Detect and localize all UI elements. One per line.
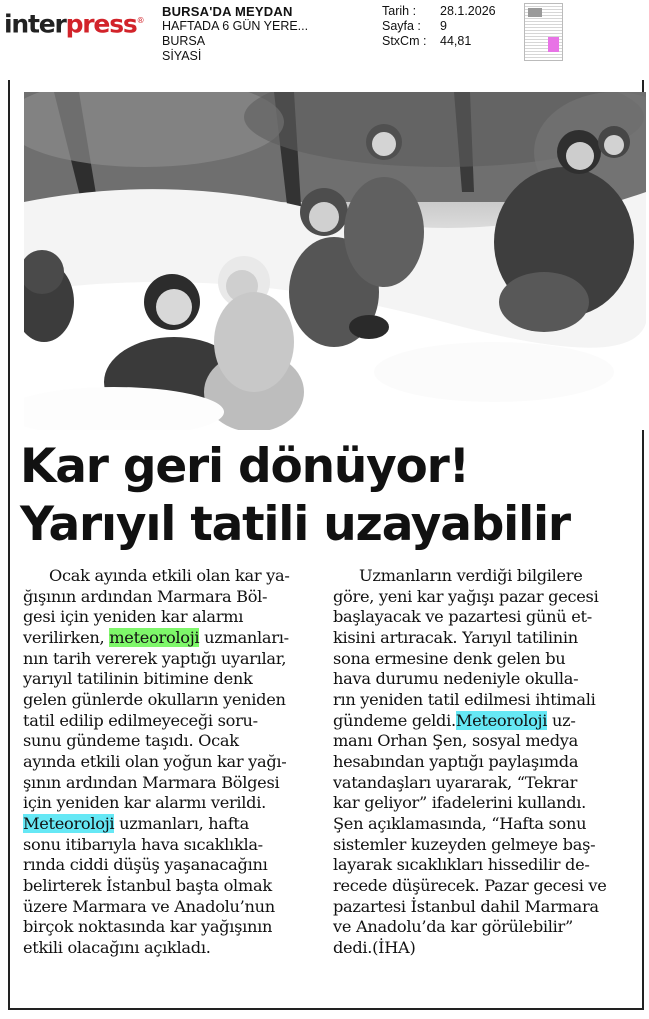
text-line: tatil edilip edilmeyeceği soru- — [23, 710, 258, 730]
publication-frequency: HAFTADA 6 GÜN YERE... — [162, 19, 309, 33]
text-line — [23, 628, 321, 649]
page-thumbnail[interactable] — [524, 3, 563, 61]
clipping-meta — [382, 4, 496, 49]
text-line: birçok noktasında kar yağışının — [23, 917, 273, 937]
text-line: gesi için yeniden kar alarmı — [23, 607, 244, 627]
logo-text-press: press — [65, 9, 137, 39]
thumbnail-highlight — [548, 37, 559, 52]
date-label: Tarih : — [382, 4, 417, 18]
logo-text-inter: inter — [4, 9, 66, 39]
text-line — [23, 814, 321, 835]
headline-line-2: Yarıyıl tatili uzayabilir — [20, 497, 570, 552]
highlighted-keyword: Meteoroloji — [455, 710, 548, 730]
publication-name: BURSA'DA MEYDAN — [162, 4, 293, 19]
page-value: 9 — [440, 19, 447, 33]
text-line: manı Orhan Şen, sosyal medya — [333, 731, 578, 751]
text-line: göre, yeni kar yağışı pazar gecesi — [333, 586, 599, 606]
text-line: Uzmanların verdiği bilgilere — [359, 566, 583, 585]
text-line: hesabından yaptığı paylaşımda — [333, 751, 579, 771]
text-line: layarak sıcaklıkları hissedilir de- — [333, 855, 590, 875]
text-fragment: gündeme geldi. — [333, 710, 456, 730]
text-line: Ocak ayında etkili olan kar ya- — [49, 566, 290, 585]
text-line: üzere Marmara ve Anadolu’nun — [23, 896, 275, 916]
thumbnail-photo — [528, 8, 542, 17]
publication-category: SİYASİ — [162, 49, 202, 63]
text-line: yarıyıl tatilinin bitimine denk — [23, 669, 253, 689]
text-line: belirterek İstanbul başta olmak — [23, 875, 272, 895]
text-line: şının ardından Marmara Bölgesi — [23, 772, 280, 792]
text-line: ve Anadolu’da kar görülebilir” — [333, 917, 573, 937]
highlighted-keyword: Meteoroloji — [23, 813, 115, 833]
text-line: sona ermesine denk gelen bu — [333, 648, 566, 668]
text-line: sunu gündeme taşıdı. Ocak — [23, 731, 239, 751]
text-line: hava durumu nedeniyle okulla- — [333, 669, 579, 689]
snow-scene-illustration — [24, 92, 646, 430]
size-value: 44,81 — [440, 34, 472, 48]
text-line: recede düşürecek. Pazar gecesi ve — [333, 875, 607, 895]
article-column-left — [23, 566, 321, 958]
text-line — [333, 711, 629, 732]
logo-registered-mark: ® — [136, 16, 144, 25]
publication-city: BURSA — [162, 34, 206, 48]
text-line: kar geliyor” ifadelerini kullandı. — [333, 793, 587, 813]
text-fragment: uzmanları- — [199, 627, 289, 647]
clipping-header — [0, 0, 649, 78]
text-line: vatandaşları uyararak, “Tekrar — [333, 772, 578, 792]
text-line: sistemler kuzeyden gelmeye baş- — [333, 834, 596, 854]
headline — [20, 438, 640, 554]
text-line: etkili olacağını açıkladı. — [23, 937, 211, 957]
text-line: gelen günlerde okulların yeniden — [23, 689, 286, 709]
size-label: StxCm : — [382, 34, 427, 48]
text-line: kisini artıracak. Yarıyıl tatilinin — [333, 627, 578, 647]
article-photo — [24, 92, 646, 430]
highlighted-keyword: meteoroloji — [109, 627, 200, 647]
text-fragment: uzmanları, hafta — [114, 813, 249, 833]
text-line: Şen açıklamasında, “Hafta sonu — [333, 813, 587, 833]
text-line: nın tarih vererek yaptığı uyarılar, — [23, 648, 287, 668]
publication-info — [162, 4, 308, 64]
date-value: 28.1.2026 — [440, 4, 496, 18]
text-line: dedi.(İHA) — [333, 937, 416, 957]
text-line: için yeniden kar alarmı verildi. — [23, 793, 266, 813]
text-line: ayında etkili olan yoğun kar yağı- — [23, 751, 287, 771]
text-line: pazartesi İstanbul dahil Marmara — [333, 896, 599, 916]
text-line: ğışının ardından Marmara Böl- — [23, 586, 268, 606]
text-line: başlayacak ve pazartesi günü et- — [333, 607, 592, 627]
article-column-right — [333, 566, 629, 958]
headline-line-1: Kar geri dönüyor! — [20, 439, 469, 494]
text-line: rında ciddi düşüş yaşanacağını — [23, 855, 268, 875]
interpress-logo — [4, 6, 143, 39]
text-fragment: verilirken, — [23, 627, 110, 647]
text-line: sonu itibarıyla hava sıcaklıkla- — [23, 834, 263, 854]
text-fragment: uz- — [547, 710, 576, 730]
text-line: rın yeniden tatil edilmesi ihtimali — [333, 689, 596, 709]
page-label: Sayfa : — [382, 19, 421, 33]
